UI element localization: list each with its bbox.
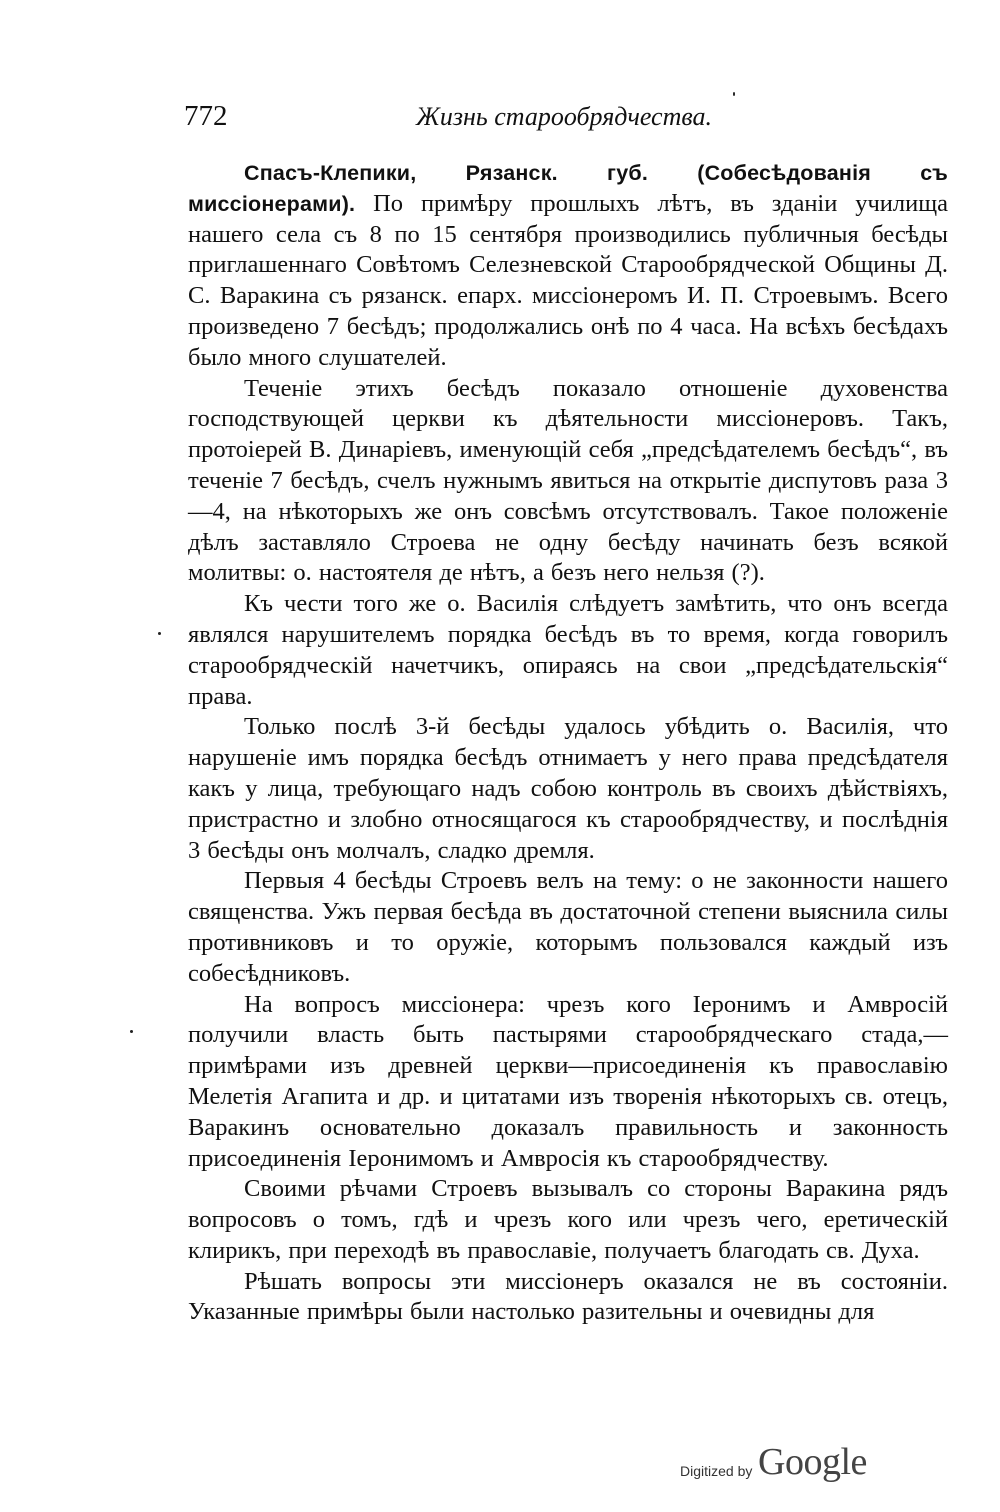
scan-speck [733,92,735,96]
paragraph-lead: Спасъ-Клепики, Рязанск. губ. (Собесѣдованія съ миссіонерами). [188,161,948,216]
digitized-by-google-watermark [680,1440,880,1486]
digitized-label: Digitized by [680,1463,753,1479]
running-title: Жизнь старообрядчества. [416,102,712,131]
paragraph-text: По примѣру прошлыхъ лѣтъ, въ зданіи училища нашего села съ 8 по 15 сентября производились публичныя бесѣды приглашеннаго Совѣтомъ Селезневской Старообрядческой Общины Д. С. Варакина съ рязанск. епарх. миссіонеромъ И. П. Строевымъ. Всего произведено 7 бесѣдъ; продолжались онѣ по 4 часа. На всѣхъ бесѣдахъ было много слушателей. [188,189,948,371]
paragraph-2: Теченіе этихъ бесѣдъ показало отношеніе духовенства господствующей церкви къ дѣятельности миссіонеровъ. Такъ, протоіерей В. Динаріевъ, именующій себя „предсѣдателемъ бесѣдъ“, въ теченіе 7 бесѣдъ, счелъ нужнымъ явиться на открытіе диспутовъ раза 3—4, на нѣкоторыхъ же онъ совсѣмъ отсутствовалъ. Такое положеніе дѣлъ заставляло Строева не одну бесѣду начинать безъ всякой молитвы: о. настоятеля де нѣтъ, а безъ него нельзя (?). [188,374,948,587]
scan-speck [130,1030,133,1033]
paragraph-5: Первыя 4 бесѣды Строевъ велъ на тему: о не законности нашего священства. Ужъ первая бесѣда въ достаточной степени выяснила силы противниковъ и то оружіе, которымъ пользовался каждый изъ собесѣдниковъ. [188,867,948,987]
paragraph-8: Рѣшать вопросы эти миссіонеръ оказался не въ состояніи. Указанные примѣры были настолько разительны и очевидны для [188,1267,948,1326]
paragraph-6: На вопросъ миссіонера: чрезъ кого Іеронимъ и Амвросій получили власть быть пастырями старообрядческаго стада,—примѣрами изъ древней церкви—присоединенія къ православію Мелетія Агапита и др. и цитатами изъ творенія нѣкоторыхъ св. отецъ, Варакинъ основательно доказалъ правильность и законность присоединенія Іеронимомъ и Амвросія къ старообрядчеству. [188,990,948,1172]
page-header [184,98,952,138]
paragraph-3: Къ чести того же о. Василія слѣдуетъ замѣтить, что онъ всегда являлся нарушителемъ порядка бесѣдъ въ то время, когда говорилъ старообрядческій начетчикъ, опираясь на свои „предсѣдательскія“ права. [188,590,948,710]
google-logo: Google [758,1441,867,1483]
paragraph-4: Только послѣ 3-й бесѣды удалось убѣдить о. Василія, что нарушеніе имъ порядка бесѣдъ отнимаетъ у него права предсѣдателя какъ у лица, требующаго надъ собою контроль въ своихъ дѣйствіяхъ, пристрастно и злобно относящагося къ старообрядчеству, и послѣднія 3 бесѣды онъ молчалъ, сладко дремля. [188,713,948,864]
scan-speck [158,632,161,635]
page-number: 772 [184,100,228,132]
paragraph-7: Своими рѣчами Строевъ вызывалъ со стороны Варакина рядъ вопросовъ о томъ, гдѣ и чрезъ кого или чрезъ чего, еретическій клирикъ, при переходѣ въ православіе, получаетъ благодать св. Духа. [188,1175,948,1264]
paragraph-1 [188,158,948,374]
page-body [188,158,948,1328]
